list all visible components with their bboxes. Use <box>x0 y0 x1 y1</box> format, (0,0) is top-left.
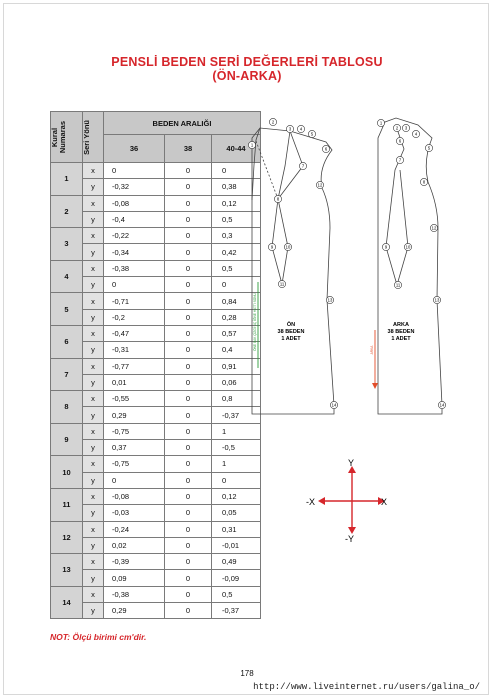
back-grain-text: ARKA <box>370 345 374 355</box>
value-cell: 0 <box>165 603 212 619</box>
back-point-label: 9 <box>384 244 388 250</box>
value-cell: -0,34 <box>104 244 165 260</box>
value-cell: -0,32 <box>104 179 165 195</box>
value-cell: -0,08 <box>104 195 165 211</box>
value-cell: -0,37 <box>212 407 261 423</box>
front-point-label: 12 <box>317 182 323 188</box>
direction-cell: y <box>83 407 104 423</box>
front-point-label: 10 <box>285 244 291 250</box>
front-point-label: 3 <box>288 126 292 132</box>
value-cell: 0,5 <box>212 586 261 602</box>
value-cell: -0,47 <box>104 325 165 341</box>
direction-cell: x <box>83 228 104 244</box>
value-cell: -0,71 <box>104 293 165 309</box>
value-cell: -0,38 <box>104 260 165 276</box>
axis-x-label: X <box>381 497 388 507</box>
direction-cell: y <box>83 179 104 195</box>
value-cell: 0 <box>165 505 212 521</box>
value-cell: 0,12 <box>212 195 261 211</box>
front-piece-label: ÖN 38 BEDEN 1 ADET <box>277 322 305 342</box>
direction-cell: y <box>83 211 104 227</box>
size-range-header: BEDEN ARALIĞI <box>104 112 261 135</box>
front-point-label: 8 <box>276 196 280 202</box>
direction-cell: y <box>83 603 104 619</box>
direction-cell: x <box>83 554 104 570</box>
direction-cell: x <box>83 325 104 341</box>
direction-cell: x <box>83 260 104 276</box>
value-cell: 0,02 <box>104 537 165 553</box>
back-point-label: 11 <box>395 282 401 288</box>
value-cell: -0,75 <box>104 456 165 472</box>
value-cell: 0 <box>165 570 212 586</box>
value-cell: 0,3 <box>212 228 261 244</box>
value-cell: 0 <box>165 195 212 211</box>
back-point-label: 7 <box>398 157 402 163</box>
value-cell: 0 <box>212 163 261 179</box>
value-cell: 0,31 <box>212 521 261 537</box>
value-cell: 0 <box>165 586 212 602</box>
back-piece-label: ARKA 38 BEDEN 1 ADET <box>387 322 415 342</box>
value-cell: 0,4 <box>212 342 261 358</box>
front-grading-points <box>248 118 337 408</box>
direction-cell: y <box>83 505 104 521</box>
value-cell: 0 <box>165 537 212 553</box>
value-cell: 0,42 <box>212 244 261 260</box>
rule-number: 8 <box>51 391 83 424</box>
value-cell: 0 <box>165 488 212 504</box>
value-cell: -0,22 <box>104 228 165 244</box>
value-cell: 0 <box>212 472 261 488</box>
front-point-label: 2 <box>271 119 275 125</box>
value-cell: 0,37 <box>104 440 165 456</box>
direction-cell: x <box>83 456 104 472</box>
grading-direction-axes <box>306 458 387 544</box>
value-cell: 0 <box>165 277 212 293</box>
back-point-label: 1 <box>379 120 383 126</box>
rule-number: 10 <box>51 456 83 489</box>
front-point-label: 13 <box>327 297 333 303</box>
page-number: 178 <box>240 669 254 678</box>
rule-number: 14 <box>51 586 83 619</box>
direction-cell: x <box>83 195 104 211</box>
value-cell: 0 <box>165 163 212 179</box>
value-cell: 0 <box>165 309 212 325</box>
direction-cell: y <box>83 277 104 293</box>
value-cell: 0,57 <box>212 325 261 341</box>
value-cell: 0 <box>165 260 212 276</box>
back-point-label: 6 <box>398 138 402 144</box>
front-pattern-piece <box>252 128 334 414</box>
size-36-header: 36 <box>104 135 165 163</box>
value-cell: 0,84 <box>212 293 261 309</box>
value-cell: 0,5 <box>212 211 261 227</box>
value-cell: -0,38 <box>104 586 165 602</box>
page-subtitle: (ÖN-ARKA) <box>212 69 282 83</box>
direction-cell: x <box>83 391 104 407</box>
value-cell: -0,39 <box>104 554 165 570</box>
front-point-label: 5 <box>310 131 314 137</box>
value-cell: -0,03 <box>104 505 165 521</box>
size-40-44-header: 40-44 <box>212 135 261 163</box>
value-cell: 0 <box>165 244 212 260</box>
value-cell: 0,49 <box>212 554 261 570</box>
direction-cell: y <box>83 570 104 586</box>
back-point-label: 4 <box>414 131 418 137</box>
value-cell: 1 <box>212 423 261 439</box>
value-cell: -0,08 <box>104 488 165 504</box>
value-cell: -0,01 <box>212 537 261 553</box>
direction-cell: x <box>83 293 104 309</box>
direction-cell: y <box>83 472 104 488</box>
value-cell: 0 <box>165 374 212 390</box>
front-point-label: 7 <box>301 163 305 169</box>
value-cell: 0 <box>104 277 165 293</box>
back-grading-points <box>377 119 445 408</box>
direction-cell: y <box>83 342 104 358</box>
value-cell: 0,8 <box>212 391 261 407</box>
direction-cell: x <box>83 586 104 602</box>
value-cell: 0,91 <box>212 358 261 374</box>
value-cell: -0,31 <box>104 342 165 358</box>
value-cell: 0,09 <box>104 570 165 586</box>
unit-note: NOT: Ölçü birimi cm'dir. <box>50 632 147 642</box>
back-pattern-piece <box>378 118 442 414</box>
value-cell: -0,75 <box>104 423 165 439</box>
value-cell: 0,28 <box>212 309 261 325</box>
front-grain-text: ÖNE BAK ÇİZGİ UÇ İĞNE HATTI SONU <box>253 293 257 351</box>
axis-y-label: Y <box>348 458 355 468</box>
back-point-label: 3 <box>404 125 408 131</box>
value-cell: 0 <box>165 228 212 244</box>
page-title: PENSLİ BEDEN SERİ DEĞERLERİ TABLOSU <box>111 55 383 69</box>
value-cell: 0 <box>165 179 212 195</box>
value-cell: 0,05 <box>212 505 261 521</box>
value-cell: 0 <box>165 472 212 488</box>
value-cell: 0 <box>165 342 212 358</box>
back-point-label: 5 <box>427 145 431 151</box>
axis-neg-x-label: -X <box>306 497 315 507</box>
value-cell: 0 <box>104 163 165 179</box>
front-point-label: 6 <box>324 146 328 152</box>
front-point-label: 9 <box>270 244 274 250</box>
direction-cell: x <box>83 488 104 504</box>
front-point-label: 4 <box>299 126 303 132</box>
back-point-label: 13 <box>434 297 440 303</box>
rule-number: 13 <box>51 554 83 587</box>
value-cell: 0 <box>165 293 212 309</box>
direction-cell: x <box>83 423 104 439</box>
back-point-label: 14 <box>439 402 445 408</box>
rule-number: 9 <box>51 423 83 456</box>
direction-cell: y <box>83 440 104 456</box>
rule-number: 1 <box>51 163 83 196</box>
direction-cell: x <box>83 163 104 179</box>
value-cell: -0,55 <box>104 391 165 407</box>
front-point-label: 14 <box>331 402 337 408</box>
value-cell: 0 <box>212 277 261 293</box>
direction-header: Seri Yönü <box>83 112 104 163</box>
source-url: http://www.liveinternet.ru/users/galina_o/ <box>253 682 480 692</box>
value-cell: 0,12 <box>212 488 261 504</box>
direction-cell: x <box>83 521 104 537</box>
direction-cell: y <box>83 374 104 390</box>
direction-cell: y <box>83 309 104 325</box>
value-cell: -0,77 <box>104 358 165 374</box>
back-point-label: 10 <box>405 244 411 250</box>
value-cell: 0 <box>165 521 212 537</box>
back-point-label: 8 <box>422 179 426 185</box>
rule-number: 2 <box>51 195 83 228</box>
value-cell: 0 <box>104 472 165 488</box>
value-cell: 0 <box>165 456 212 472</box>
value-cell: -0,09 <box>212 570 261 586</box>
value-cell: 0 <box>165 325 212 341</box>
value-cell: 0 <box>165 211 212 227</box>
value-cell: -0,37 <box>212 603 261 619</box>
back-grain-arrow <box>372 383 378 389</box>
axis-neg-y-label: -Y <box>345 534 354 544</box>
front-point-label: 11 <box>279 281 285 287</box>
value-cell: 0,29 <box>104 407 165 423</box>
rule-number: 4 <box>51 260 83 293</box>
value-cell: 0 <box>165 440 212 456</box>
direction-cell: y <box>83 537 104 553</box>
rule-number: 5 <box>51 293 83 326</box>
back-point-label: 12 <box>431 225 437 231</box>
value-cell: 1 <box>212 456 261 472</box>
direction-cell: y <box>83 244 104 260</box>
value-cell: 0 <box>165 554 212 570</box>
value-cell: 0,06 <box>212 374 261 390</box>
rule-number: 12 <box>51 521 83 554</box>
value-cell: 0,38 <box>212 179 261 195</box>
rule-number: 11 <box>51 488 83 521</box>
value-cell: -0,5 <box>212 440 261 456</box>
front-point-label: 1 <box>250 142 254 148</box>
value-cell: -0,24 <box>104 521 165 537</box>
back-point-label: 2 <box>395 125 399 131</box>
value-cell: -0,2 <box>104 309 165 325</box>
rule-number: 3 <box>51 228 83 261</box>
rule-number: 7 <box>51 358 83 391</box>
value-cell: 0 <box>165 391 212 407</box>
value-cell: 0 <box>165 423 212 439</box>
value-cell: 0,29 <box>104 603 165 619</box>
rule-number: 6 <box>51 325 83 358</box>
rule-number-header: Kural Numaras <box>51 112 83 163</box>
direction-cell: x <box>83 358 104 374</box>
value-cell: 0 <box>165 407 212 423</box>
value-cell: 0,5 <box>212 260 261 276</box>
size-38-header: 38 <box>165 135 212 163</box>
value-cell: 0,01 <box>104 374 165 390</box>
value-cell: 0 <box>165 358 212 374</box>
value-cell: -0,4 <box>104 211 165 227</box>
